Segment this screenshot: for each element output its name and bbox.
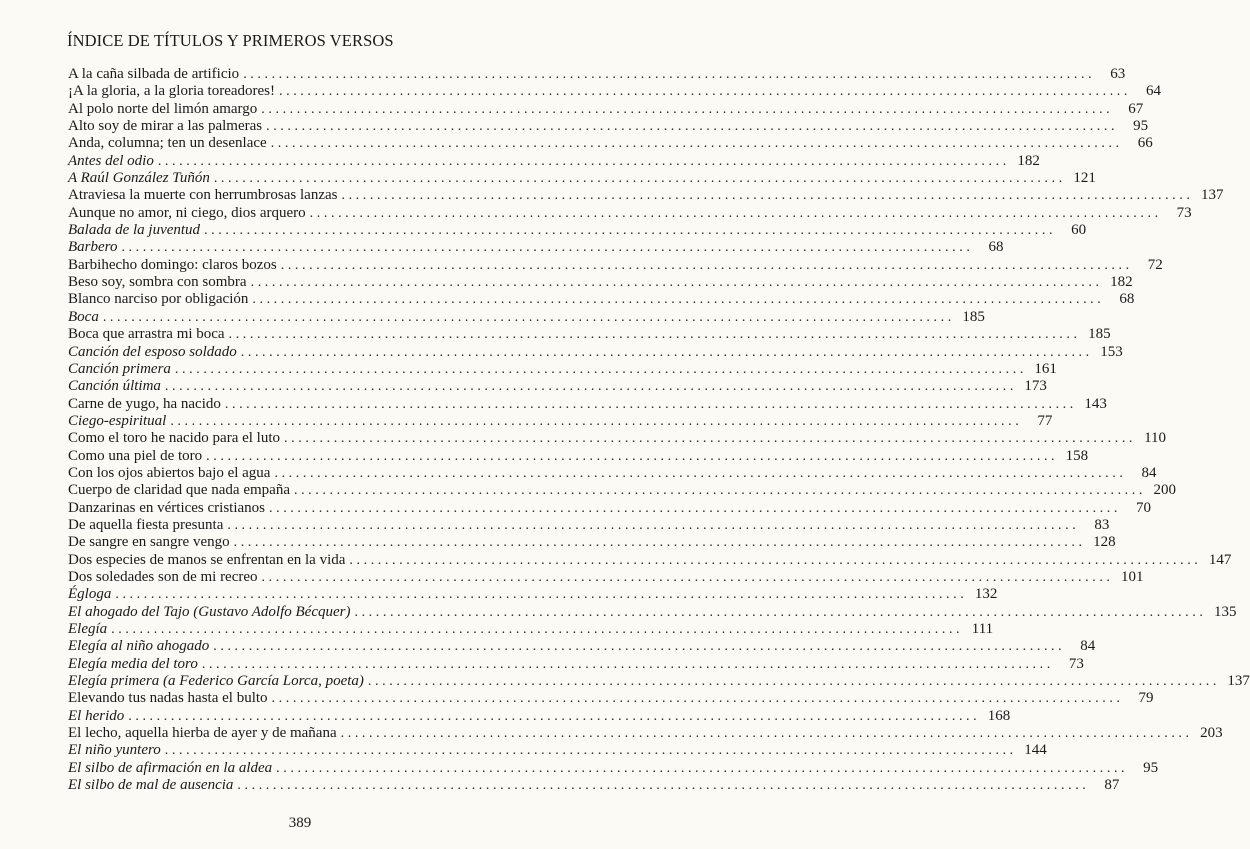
- entry-title: Elegía primera (a Federico García Lorca, poeta): [68, 673, 364, 690]
- dot-leader: ........................................................................................................................: [157, 153, 1010, 169]
- entry-title: El silbo de afirmación en la aldea: [68, 759, 273, 776]
- entry-page: 158: [1065, 447, 1089, 464]
- entry-title: Beso soy, sombra con sombra: [68, 274, 247, 291]
- entry-page: 110: [1144, 430, 1167, 447]
- entry-title: El herido: [68, 707, 125, 724]
- dot-leader: ........................................................................................................................: [206, 448, 1059, 464]
- index-entry: [68, 308, 985, 326]
- index-entry: [68, 118, 1149, 135]
- dot-leader: ........................................................................................................................: [204, 223, 1057, 239]
- entry-page: 147: [1208, 551, 1232, 568]
- entry-title: Con los ojos abiertos bajo el agua: [68, 464, 271, 481]
- entry-page: 153: [1100, 343, 1123, 360]
- entry-title: Boca que arrastra mi boca: [68, 326, 225, 343]
- entry-page: 83: [1094, 516, 1110, 533]
- entry-page: 84: [1080, 638, 1096, 655]
- entry-page: 73: [1176, 204, 1192, 221]
- index-entry: [68, 690, 1154, 707]
- index-entry: [68, 395, 1107, 413]
- index-entry: [68, 187, 1224, 204]
- entry-page: 87: [1104, 777, 1120, 794]
- dot-leader: ........................................................................................................................: [240, 344, 1093, 360]
- entry-page: 95: [1133, 118, 1149, 135]
- entry-title: Barbihecho domingo: claros bozos: [68, 256, 277, 273]
- index-entry: [68, 586, 998, 603]
- dot-leader: ........................................................................................................................: [102, 309, 955, 325]
- entry-title: De sangre en sangre vengo: [68, 534, 230, 551]
- dot-leader: ........................................................................................................................: [367, 674, 1220, 690]
- dot-leader: ........................................................................................................................: [276, 760, 1129, 776]
- dot-leader: ........................................................................................................................: [261, 569, 1114, 585]
- index-entry: [68, 516, 1110, 534]
- index-entry: [68, 742, 1047, 759]
- entry-title: Canción primera: [68, 360, 171, 377]
- dot-leader: ........................................................................................................................: [270, 136, 1123, 152]
- entry-title: Boca: [68, 308, 99, 325]
- index-entry: [68, 291, 1135, 308]
- entry-page: 73: [1068, 655, 1084, 672]
- entry-title: Égloga: [68, 586, 112, 603]
- index-entry: [68, 534, 1116, 551]
- entry-title: Al polo norte del limón amargo: [68, 100, 258, 117]
- index-entry: [68, 256, 1163, 274]
- index-entry: [68, 83, 1161, 100]
- entry-title: Elevando tus nadas hasta el bulto: [68, 690, 268, 707]
- entry-title: Danzarinas en vértices cristianos: [68, 499, 265, 516]
- dot-leader: ........................................................................................................................: [115, 587, 968, 603]
- dot-leader: ........................................................................................................................: [233, 535, 1086, 551]
- dot-leader: ........................................................................................................................: [269, 500, 1121, 516]
- index-entry: [68, 655, 1084, 673]
- entry-page: 77: [1037, 412, 1053, 429]
- entry-title: Balada de la juventud: [68, 222, 201, 239]
- index-entry: [68, 759, 1159, 777]
- dot-leader: ........................................................................................................................: [111, 622, 964, 637]
- entry-page: 203: [1200, 725, 1223, 742]
- index-entry: [68, 100, 1144, 118]
- entry-page: 161: [1034, 360, 1057, 377]
- entry-title: Canción última: [68, 378, 161, 395]
- entry-title: A Raúl González Tuñón: [68, 170, 210, 187]
- dot-leader: ........................................................................................................................: [250, 275, 1103, 291]
- dot-leader: ........................................................................................................................: [228, 327, 1081, 343]
- index-entry: [68, 482, 1176, 499]
- entry-page: 111: [971, 621, 994, 637]
- entry-page: 200: [1153, 482, 1176, 499]
- index-entry: [68, 447, 1089, 465]
- entry-page: 68: [1119, 291, 1135, 308]
- entry-title: El niño yuntero: [68, 742, 161, 759]
- index-entry: [68, 274, 1133, 291]
- entry-title: Dos especies de manos se enfrentan en la vida: [68, 551, 346, 568]
- entry-title: Dos soledades son de mi recreo: [68, 568, 258, 585]
- index-entry: [68, 499, 1151, 517]
- entry-page: 182: [1110, 274, 1133, 291]
- index-entry: [68, 378, 1047, 395]
- dot-leader: ........................................................................................................................: [293, 483, 1146, 499]
- index-entry: [68, 464, 1157, 482]
- index-entry: [68, 66, 1126, 83]
- index-entry: [68, 638, 1096, 655]
- dot-leader: ........................................................................................................................: [201, 656, 1054, 672]
- dot-leader: ........................................................................................................................: [280, 257, 1133, 273]
- dot-leader: ........................................................................................................................: [349, 552, 1202, 568]
- entry-title: Atraviesa la muerte con herrumbrosas lanzas: [68, 187, 338, 204]
- entry-page: 84: [1141, 464, 1157, 481]
- entry-page: 101: [1121, 568, 1144, 585]
- entry-title: Cuerpo de claridad que nada empaña: [68, 482, 290, 499]
- dot-leader: ........................................................................................................................: [237, 778, 1090, 794]
- dot-leader: ........................................................................................................................: [284, 431, 1137, 447]
- entry-title: Aunque no amor, ni ciego, dios arquero: [68, 204, 306, 221]
- entry-title: Anda, columna; ten un desenlace: [68, 135, 267, 152]
- dot-leader: ........................................................................................................................: [213, 171, 1066, 187]
- dot-leader: ........................................................................................................................: [274, 465, 1127, 481]
- dot-leader: ........................................................................................................................: [341, 188, 1194, 204]
- entry-title: Canción del esposo soldado: [68, 343, 237, 360]
- entry-title: El lecho, aquella hierba de ayer y de mañana: [68, 725, 337, 742]
- index-list: [68, 66, 1250, 794]
- entry-page: 144: [1024, 742, 1047, 759]
- entry-page: 132: [974, 586, 998, 603]
- dot-leader: ........................................................................................................................: [174, 361, 1027, 377]
- entry-page: 135: [1213, 603, 1237, 620]
- dot-leader: ........................................................................................................................: [271, 691, 1124, 707]
- page-title: ÍNDICE DE TÍTULOS Y PRIMEROS VERSOS: [67, 31, 394, 50]
- entry-page: 63: [1110, 66, 1126, 82]
- page-number: 389: [288, 815, 312, 831]
- entry-page: 67: [1128, 100, 1144, 117]
- entry-title: Antes del odio: [68, 152, 154, 169]
- index-entry: [68, 412, 1053, 430]
- dot-leader: ........................................................................................................................: [164, 743, 1017, 759]
- entry-title: El ahogado del Tajo (Gustavo Adolfo Bécquer): [68, 603, 351, 620]
- index-entry: [68, 204, 1192, 222]
- index-entry: [68, 621, 994, 638]
- entry-page: 143: [1084, 395, 1107, 412]
- entry-page: 137: [1200, 187, 1224, 204]
- dot-leader: ........................................................................................................................: [227, 517, 1080, 533]
- dot-leader: ........................................................................................................................: [170, 413, 1023, 429]
- entry-page: 64: [1146, 83, 1161, 100]
- entry-page: 121: [1073, 170, 1096, 187]
- entry-page: 68: [988, 239, 1004, 256]
- dot-leader: ........................................................................................................................: [243, 67, 1096, 82]
- entry-title: ¡A la gloria, a la gloria toreadores!: [68, 83, 275, 100]
- entry-title: Elegía media del toro: [68, 655, 198, 672]
- index-entry: [68, 343, 1123, 361]
- index-entry: [68, 360, 1057, 378]
- dot-leader: ........................................................................................................................: [128, 708, 981, 724]
- index-entry: [68, 152, 1040, 170]
- dot-leader: ........................................................................................................................: [213, 639, 1066, 655]
- dot-leader: ........................................................................................................................: [340, 726, 1193, 742]
- dot-leader: ........................................................................................................................: [354, 604, 1207, 620]
- dot-leader: ........................................................................................................................: [309, 205, 1162, 221]
- index-entry: [68, 430, 1167, 447]
- index-entry: [68, 222, 1087, 239]
- index-entry: [68, 170, 1096, 187]
- dot-leader: ........................................................................................................................: [164, 379, 1017, 395]
- entry-page: 168: [987, 707, 1011, 724]
- index-entry: [68, 673, 1250, 690]
- index-entry: [68, 777, 1120, 794]
- index-entry: [68, 707, 1011, 725]
- entry-title: Alto soy de mirar a las palmeras: [68, 118, 263, 135]
- entry-page: 79: [1138, 690, 1154, 707]
- entry-title: Blanco narciso por obligación: [68, 291, 249, 308]
- entry-page: 137: [1227, 673, 1250, 690]
- entry-page: 182: [1017, 152, 1040, 169]
- entry-title: Elegía al niño ahogado: [68, 638, 210, 655]
- index-entry: [68, 239, 1004, 256]
- entry-page: 185: [962, 308, 985, 325]
- dot-leader: ........................................................................................................................: [261, 101, 1114, 117]
- index-entry: [68, 603, 1237, 621]
- entry-page: 70: [1136, 499, 1151, 516]
- entry-page: 128: [1093, 534, 1116, 551]
- entry-title: Barbero: [68, 239, 118, 256]
- dot-leader: ........................................................................................................................: [279, 84, 1131, 100]
- entry-page: 66: [1137, 135, 1153, 152]
- index-entry: [68, 725, 1223, 742]
- entry-title: El silbo de mal de ausencia: [68, 777, 234, 794]
- index-entry: [68, 135, 1153, 152]
- entry-page: 173: [1024, 378, 1047, 395]
- index-entry: [68, 568, 1144, 586]
- entry-page: 185: [1088, 326, 1111, 343]
- entry-title: Ciego-espiritual: [68, 412, 167, 429]
- entry-title: A la caña silbada de artificio: [68, 66, 240, 82]
- dot-leader: ........................................................................................................................: [252, 292, 1105, 308]
- entry-page: 60: [1071, 222, 1087, 239]
- index-entry: [68, 326, 1111, 343]
- entry-page: 72: [1147, 256, 1163, 273]
- entry-title: Elegía: [68, 621, 108, 637]
- dot-leader: ........................................................................................................................: [121, 240, 974, 256]
- index-entry: [68, 551, 1232, 569]
- entry-title: Como una piel de toro: [68, 447, 203, 464]
- dot-leader: ........................................................................................................................: [266, 119, 1119, 135]
- dot-leader: ........................................................................................................................: [224, 396, 1077, 412]
- entry-title: Como el toro he nacido para el luto: [68, 430, 281, 447]
- entry-title: Carne de yugo, ha nacido: [68, 395, 221, 412]
- entry-page: 95: [1143, 759, 1159, 776]
- entry-title: De aquella fiesta presunta: [68, 516, 224, 533]
